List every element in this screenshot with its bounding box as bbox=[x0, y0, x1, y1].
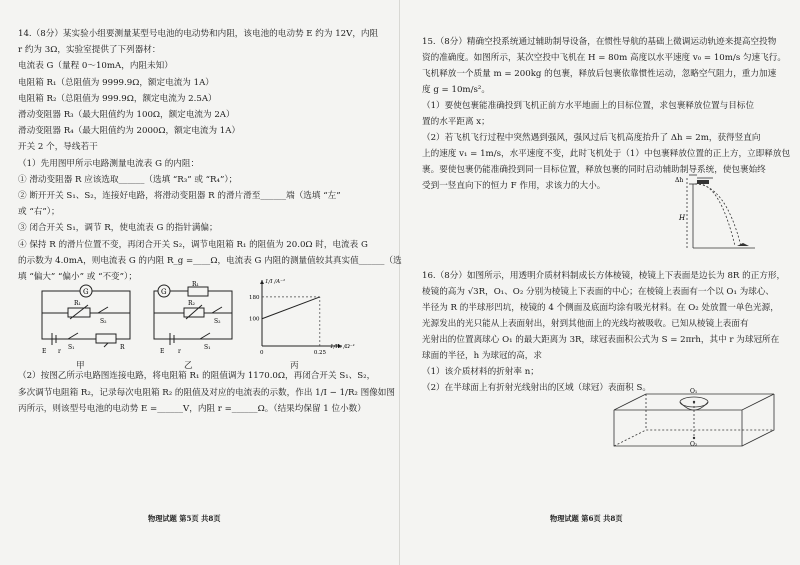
circuit-label-r1: R₁ bbox=[74, 300, 81, 307]
q15-line: 资的准确度。如图所示，某次空投中飞机在 H = 80m 高度以水平速度 v₀ = 10m/s 匀速飞行。 bbox=[422, 53, 786, 63]
y-tick-label: 100 bbox=[249, 316, 260, 323]
q14-line: ② 断开开关 S₁、S₂，连接好电路，将滑动变阻器 R 的滑片滑至______端（选填 “左” bbox=[18, 191, 341, 201]
graph-bing-chart bbox=[248, 276, 355, 358]
q15-line: （1）要使包裹能准确投到飞机正前方水平地面上的目标位置，求包裹释放位置与目标位 bbox=[422, 101, 755, 111]
q16-line: 光源发出的光只能从上表面射出，射到其他面上的光线均被吸收。已知从棱镜上表面有 bbox=[422, 319, 749, 329]
circuit-label-s2: S₂ bbox=[100, 318, 107, 325]
x-axis-label: 1/R₂ /Ω⁻¹ bbox=[330, 344, 355, 350]
circuit-yi-label-r2: R₂ bbox=[188, 300, 195, 307]
circuit-yi-label-g: G bbox=[161, 288, 167, 296]
circuit-yi-label-s1: S₁ bbox=[204, 344, 211, 351]
circuit-yi-label-e: E bbox=[160, 348, 165, 355]
q14-part2-line: 丙所示，则该型号电池的电动势 E =______V，内阻 r =______Ω。（结果均保留 1 位小数） bbox=[18, 404, 366, 414]
q16-line: 光射出的位置离球心 O₁ 的最大距离为 3R，球冠表面积公式为 S = 2πrh，其中 r 为球冠所在 bbox=[422, 335, 780, 345]
q14-line: 滑动变阻器 R₄（最大阻值约为 2000Ω，额定电流为 1A） bbox=[18, 126, 241, 137]
circuit-label-g: G bbox=[83, 288, 89, 296]
circuit-label-r-internal: r bbox=[58, 348, 61, 355]
q15-line: 置的水平距离 x； bbox=[422, 117, 490, 127]
q15-line: （2）若飞机飞行过程中突然遇到强风，强风过后飞机高度抬升了 Δh = 2m，获得竖直向 bbox=[422, 133, 761, 143]
label-o2: O₂ bbox=[690, 441, 698, 448]
circuit-label-e: E bbox=[42, 348, 47, 355]
q14-line: 或 “右”）； bbox=[18, 207, 60, 218]
circuit-yi-figure bbox=[150, 283, 240, 361]
x-tick-label: 0.25 bbox=[313, 350, 327, 356]
figure-label-yi: 乙 bbox=[184, 361, 193, 371]
q14-line: 的示数为 4.0mA，则电流表 G 的内阻 R_g =____Ω，电流表 G 内阻的测量值较其真实值______（选 bbox=[18, 255, 402, 266]
y-axis-label: 1/I /A⁻¹ bbox=[265, 279, 286, 285]
q15-line: 度 g = 10m/s²。 bbox=[422, 85, 490, 95]
circuit-yi-label-r1: R₁ bbox=[192, 281, 199, 288]
q14-line: 滑动变阻器 R₃（最大阻值约为 100Ω，额定电流为 2A） bbox=[18, 110, 235, 120]
q14-line: 电阻箱 R₂（总阻值为 999.9Ω，额定电流为 2.5A） bbox=[18, 93, 217, 104]
q14-line: （1）先用图甲所示电路测量电流表 G 的内阻： bbox=[18, 158, 200, 169]
footer-page-5: 物理试题 第5页 共8页 bbox=[148, 514, 221, 523]
q16-line: 半径为 R 的半球形凹坑，棱镜的 4 个侧面及底面均涂有吸光材料。在 O₂ 处放置一单色光源， bbox=[422, 303, 779, 313]
q14-line: 14.（8分）某实验小组要测量某型号电池的电动势和内阻，该电池的电动势 E 约为 12V，内阻 bbox=[18, 29, 379, 39]
label-delta-h: Δh bbox=[675, 177, 684, 184]
q14-line: ④ 保持 R 的滑片位置不变，再闭合开关 S₂，调节电阻箱 R₁ 的阻值为 20.0Ω 时，电流表 G bbox=[18, 239, 368, 250]
circuit-jia-figure bbox=[38, 283, 138, 361]
q14-line: 电流表 G（量程 0～10mA，内阻未知） bbox=[18, 61, 173, 72]
q15-line: 15.（8分）精确空投系统通过辅助制导设备，在惯性导航的基础上微调运动轨迹来提高空投物 bbox=[422, 37, 777, 47]
prism-figure bbox=[610, 386, 780, 454]
figure-label-jia: 甲 bbox=[76, 361, 85, 371]
label-h: H bbox=[679, 214, 686, 222]
q14-line: ③ 闭合开关 S₁，调节 R，使电流表 G 的指针满偏； bbox=[18, 223, 218, 234]
q14-part2-line: （2）按图乙所示电路图连接电路，将电阻箱 R₁ 的阻值调为 1170.0Ω，再闭合开关 S₁、S₂， bbox=[18, 371, 376, 381]
q16-line: 16.（8分）如图所示，用透明介质材料制成长方体棱镜，棱镜上下表面是边长为 8R 的正方形， bbox=[422, 271, 786, 281]
label-o1: O₁ bbox=[690, 388, 698, 395]
q14-line: ① 滑动变阻器 R 应该选取______（选填 “R₃” 或 “R₄”）； bbox=[18, 174, 238, 185]
page-6 bbox=[400, 0, 800, 565]
y-tick-label: 180 bbox=[249, 294, 260, 301]
q14-line: 填 “偏大” “偏小” 或 “不变”）； bbox=[18, 272, 137, 282]
circuit-label-s1: S₁ bbox=[68, 344, 75, 351]
q15-line: 裹。要使包裹仍能准确投到同一目标位置，释放包裹的同时启动辅助制导系统，使包裹始终 bbox=[422, 165, 766, 175]
q14-line: 开关 2 个，导线若干 bbox=[18, 142, 98, 153]
circuit-yi-label-s2: S₂ bbox=[214, 318, 221, 325]
q16-line: 棱镜的高为 √3R，O₁、O₂ 分别为棱镜上下表面的中心；在棱镜上表面有一个以 O₁ 为球心、 bbox=[422, 287, 775, 297]
circuit-yi-label-r-internal: r bbox=[178, 348, 181, 355]
q16-line: （2）在半球面上有折射光线射出的区域（球冠）表面积 S。 bbox=[422, 383, 651, 393]
airdrop-trajectory-figure bbox=[675, 170, 770, 252]
q16-line: （1）该介质材料的折射率 n； bbox=[422, 367, 539, 377]
q14-part2-line: 多次调节电阻箱 R₂，记录每次电阻箱 R₂ 的阻值及对应的电流表的示数，作出 1/I − 1/R₂ 图像如图 bbox=[18, 387, 395, 398]
q14-line: r 约为 3Ω，实验室提供了下列器材： bbox=[18, 45, 161, 56]
figure-label-bing: 丙 bbox=[290, 361, 299, 371]
data-line bbox=[262, 297, 320, 319]
q16-line: 球面的半径，h 为球冠的高，求 bbox=[422, 351, 542, 361]
q15-line: 上的速度 v₁ = 1m/s，水平速度不变，此时飞机处于（1）中包裹释放位置的正上方，立即释放包 bbox=[422, 149, 791, 159]
footer-page-6: 物理试题 第6页 共8页 bbox=[550, 514, 623, 523]
circuit-label-r: R bbox=[120, 344, 125, 351]
x-tick-label: 0 bbox=[260, 350, 264, 356]
y-axis-arrow bbox=[260, 280, 264, 284]
q14-line: 电阻箱 R₁（总阻值为 9999.9Ω，额定电流为 1A） bbox=[18, 77, 214, 88]
q15-line: 飞机释放一个质量 m = 200kg 的包裹，释放后包裹依靠惯性运动，忽略空气阻力，重力加速 bbox=[422, 69, 777, 79]
q15-line: 受到一竖直向下的恒力 F 作用，求该力的大小。 bbox=[422, 181, 606, 191]
